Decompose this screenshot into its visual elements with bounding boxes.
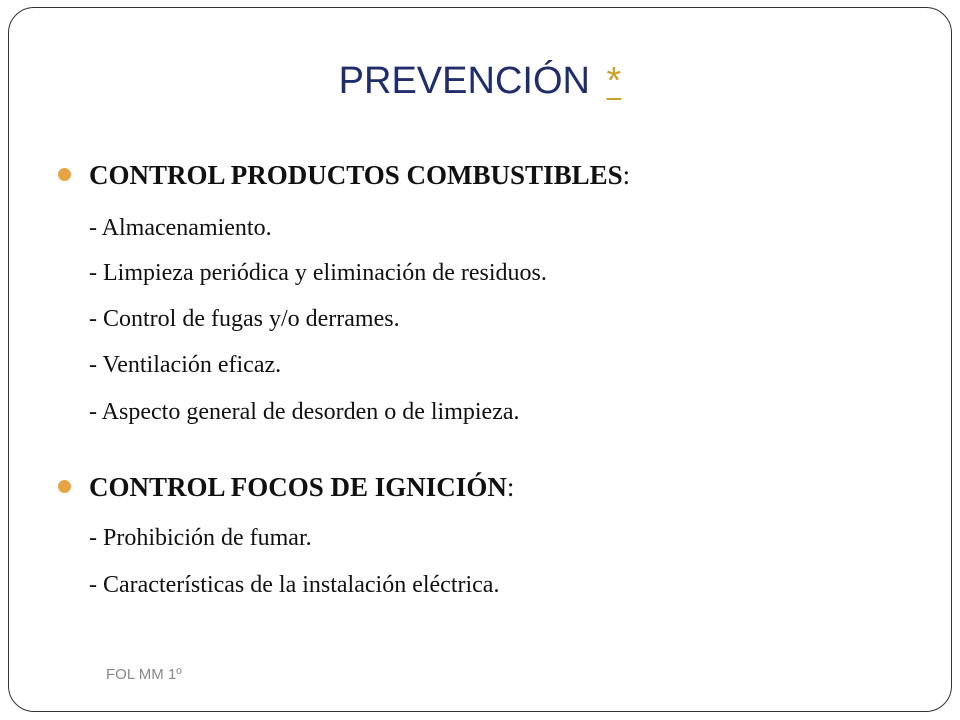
list-item: - Control de fugas y/o derrames. xyxy=(89,306,400,332)
list-item: - Almacenamiento. xyxy=(89,215,272,241)
section-heading-text: CONTROL FOCOS DE IGNICIÓN xyxy=(89,472,507,502)
section-heading-colon: : xyxy=(622,160,631,190)
bullet-dot xyxy=(58,168,71,181)
section-heading-colon: : xyxy=(506,472,515,502)
bullet-dot xyxy=(58,480,71,493)
list-item: - Limpieza periódica y eliminación de residuos. xyxy=(89,260,547,286)
list-item: - Ventilación eficaz. xyxy=(89,352,282,378)
list-item: - Aspecto general de desorden o de limpieza. xyxy=(89,399,520,425)
list-item: - Características de la instalación eléctrica. xyxy=(89,572,500,598)
list-item: - Prohibición de fumar. xyxy=(89,525,312,551)
section-heading-text: CONTROL PRODUCTOS COMBUSTIBLES xyxy=(89,160,623,190)
title-asterisk-link[interactable]: * xyxy=(606,60,622,102)
section-heading-ignicion xyxy=(89,469,514,505)
section-heading-combustibles xyxy=(89,157,630,193)
footer-text: FOL MM 1º xyxy=(106,666,182,683)
title-text: PREVENCIÓN xyxy=(338,60,590,102)
slide-title xyxy=(0,56,960,106)
